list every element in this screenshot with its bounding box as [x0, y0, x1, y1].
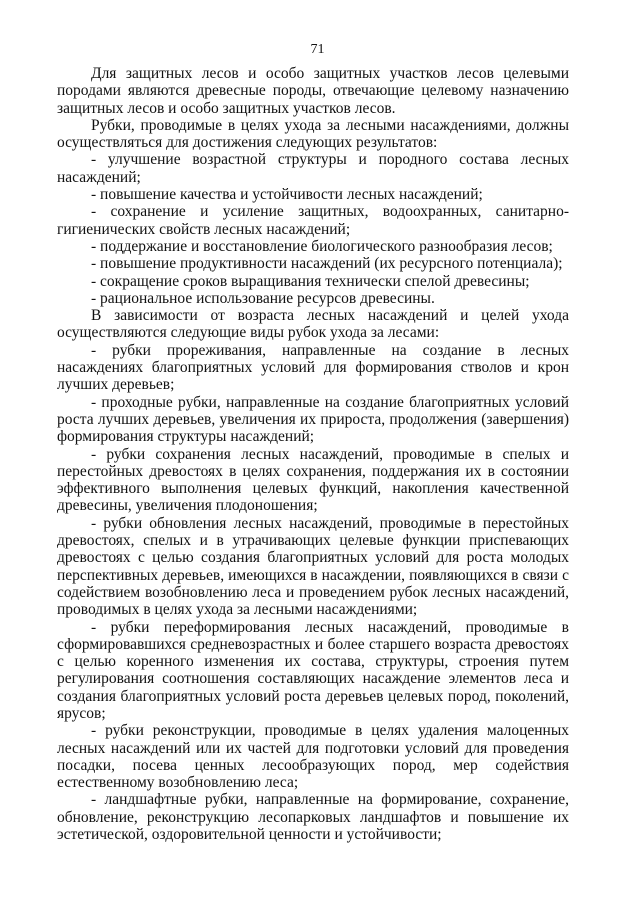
- list-item-preservation-cuttings: - рубки сохранения лесных насаждений, проводимые в спелых и перестойных древостоях в целях сохранения, поддержания их в состоянии эффективного выполнения целевых функций, накопления качественной древесины, увеличения плодоношения;: [57, 445, 569, 515]
- list-item-quality-stability: - повышение качества и устойчивости лесных насаждений;: [91, 186, 483, 204]
- list-item-protective-properties: - сохранение и усиление защитных, водоохранных, санитарно-гигиенических свойств лесных насаждений;: [57, 203, 569, 238]
- list-item-thinning: - рубки прореживания, направленные на создание в лесных насаждениях благоприятных условий для формирования стволов и крон лучших деревьев;: [57, 341, 569, 394]
- list-item-growing-time: - сокращение сроков выращивания технически спелой древесины;: [91, 272, 530, 290]
- page-body: [57, 65, 569, 843]
- list-item-rational-use: - рациональное использование ресурсов древесины.: [91, 289, 435, 307]
- list-item-passage-cuttings: - проходные рубки, направленные на создание благоприятных условий роста лучших деревьев, увеличения их прироста, продолжения (завершения) формирования структуры насаждений;: [57, 393, 569, 446]
- paragraph-thinning-goals-intro: Рубки, проводимые в целях ухода за лесными насаждениями, должны осуществляться для достижения следующих результатов:: [57, 116, 569, 152]
- list-item-age-structure: - улучшение возрастной структуры и породного состава лесных насаждений;: [57, 151, 569, 186]
- list-item-renewal-cuttings: - рубки обновления лесных насаждений, проводимые в перестойных древостоях, спелых и в утрачивающих целевые функции приспевающих древостоях с целью создания благоприятных условий для роста молодых перспективных деревьев, имеющихся в насаждении, появляющихся в связи с содействием возобновлению леса и проведением рубок лесных насаждений, проводимых в целях ухода за лесными насаждениями;: [57, 514, 569, 619]
- page-number: 71: [310, 42, 325, 57]
- list-item-reformation-cuttings: - рубки переформирования лесных насаждений, проводимые в сформировавшихся средневозрастных и более старшего возраста древостоях с целью коренного изменения их состава, структуры, строения путем регулирования соотношения составляющих насаждение элементов леса и создания благоприятных условий роста деревьев целевых пород, поколений, ярусов;: [57, 618, 569, 722]
- list-item-biodiversity: - поддержание и восстановление биологического разнообразия лесов;: [91, 237, 553, 255]
- paragraph-target-species: Для защитных лесов и особо защитных участков лесов целевыми породами являются древесные породы, отвечающие целевому назначению защитных лесов и особо защитных участков лесов.: [57, 65, 569, 117]
- list-item-reconstruction-cuttings: - рубки реконструкции, проводимые в целях удаления малоценных лесных насаждений или их частей для подготовки условий для проведения посадки, посева ценных лесообразующих пород, мер содействия естественному возобновлению леса;: [57, 722, 569, 792]
- list-item-landscape-cuttings: - ландшафтные рубки, направленные на формирование, сохранение, обновление, реконструкцию лесопарковых ландшафтов и повышение их эстетической, оздоровительной ценности и устойчивости;: [57, 791, 569, 844]
- paragraph-thinning-types-intro: В зависимости от возраста лесных насаждений и целей ухода осуществляются следующие виды рубок ухода за лесами:: [57, 307, 569, 342]
- list-item-productivity: - повышение продуктивности насаждений (их ресурсного потенциала);: [91, 255, 563, 273]
